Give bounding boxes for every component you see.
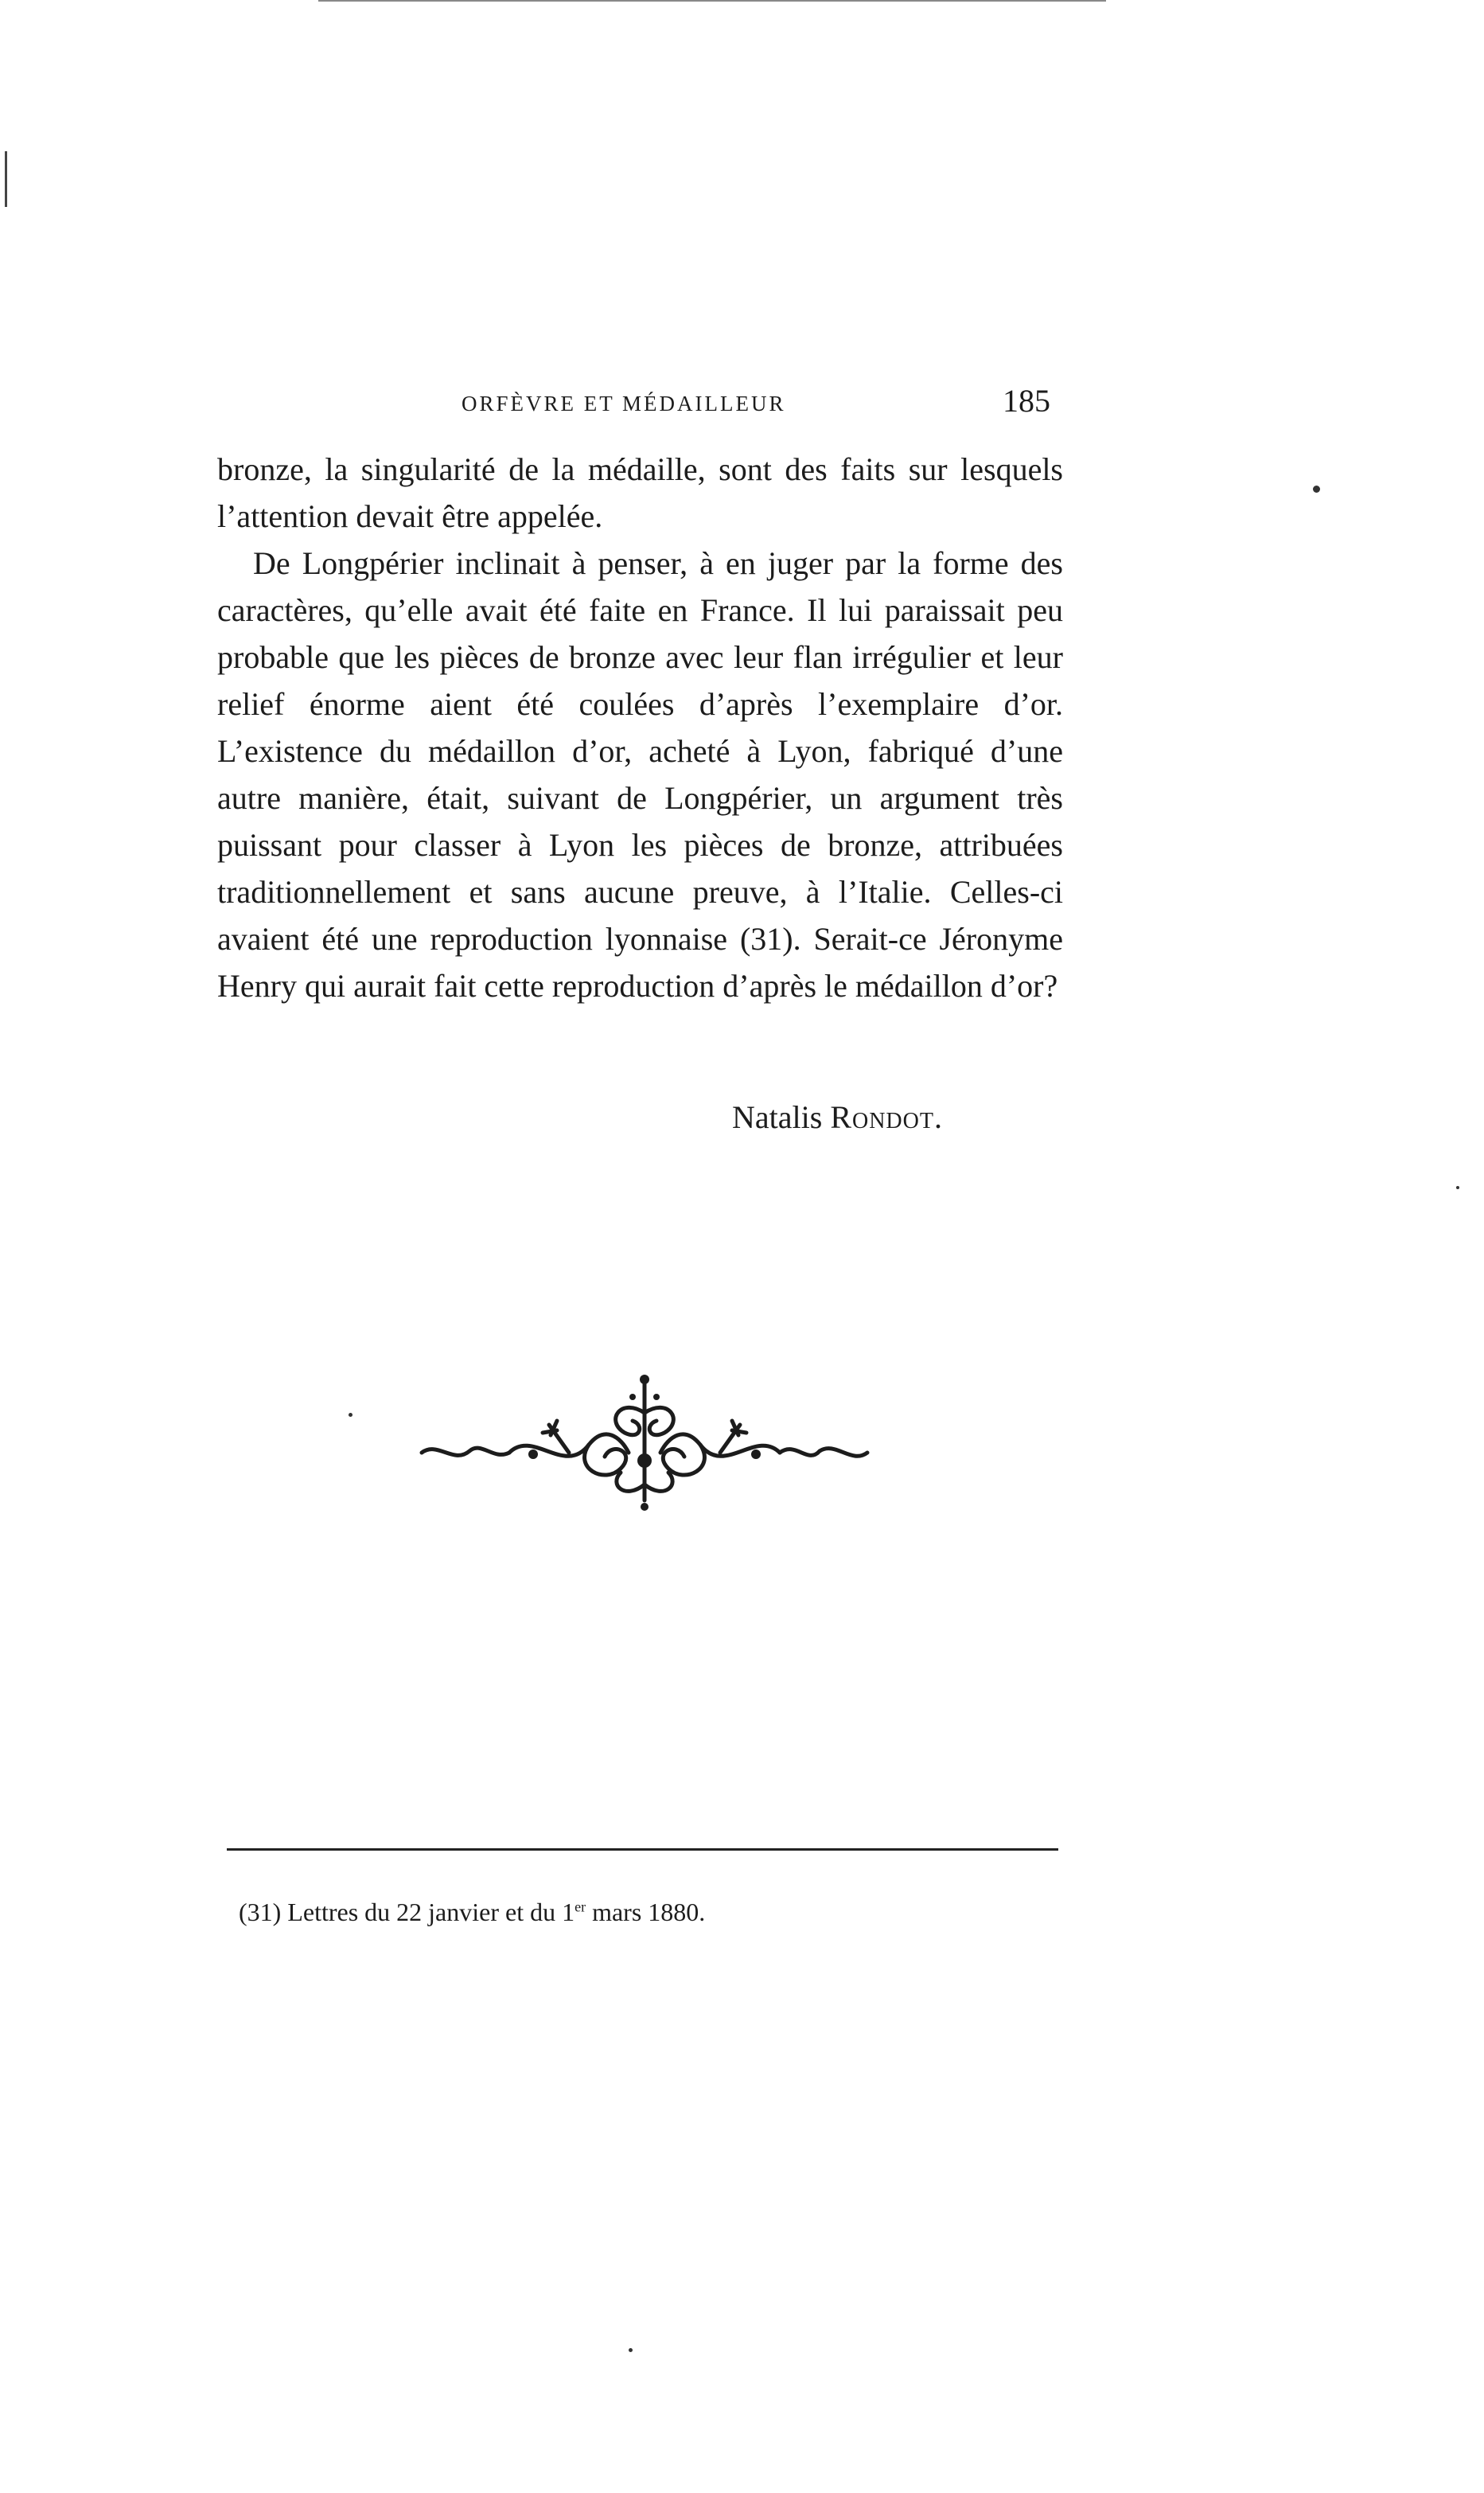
- author-surname: Rondot.: [830, 1099, 943, 1135]
- footnote-superscript: er: [575, 1898, 586, 1915]
- body-text: [217, 446, 1063, 1009]
- author-signature: [732, 1098, 943, 1136]
- scan-speck: [1456, 1186, 1459, 1189]
- scan-speck: [349, 1413, 352, 1417]
- paragraph: De Longpérier inclinait à penser, à en juger par la forme des caractères, qu’elle avait été faite en France. Il lui paraissait peu probable que les pièces de bronze avec leur flan irrégulier et leur relief énorme aient été coulées d’après l’exemplaire d’or. L’existence du médaillon d’or, acheté à Lyon, fabriqué d’une autre manière, était, suivant de Longpérier, un argument très puissant pour classer à Lyon les pièces de bronze, attribuées traditionnellement et sans aucune preuve, à l’Italie. Celles-ci avaient été une reproduction lyonnaise (31). Serait-ce Jéronyme Henry qui aurait fait cette reproduction d’après le médaillon d’or?: [217, 545, 1063, 1004]
- footnote-marker: (31): [239, 1898, 282, 1926]
- scan-edge-mark: [5, 151, 7, 207]
- running-title: ORFÈVRE ET MÉDAILLEUR: [462, 392, 786, 416]
- footnote-text: Lettres du 22 janvier et du 1: [287, 1898, 575, 1926]
- scan-speck: [1313, 486, 1320, 493]
- footnote: [239, 1898, 705, 1927]
- fleuron-ornament-icon: [406, 1365, 883, 1516]
- author-given-name: Natalis: [732, 1099, 823, 1135]
- footnote-text-end: mars 1880.: [586, 1898, 706, 1926]
- scan-edge-line: [318, 0, 1106, 2]
- scan-speck: [629, 2348, 633, 2352]
- page-number: 185: [1003, 383, 1050, 419]
- footnote-separator: [227, 1848, 1058, 1851]
- paragraph: bronze, la singularité de la médaille, sont des faits sur lesquels l’attention devait être appelée.: [217, 451, 1063, 534]
